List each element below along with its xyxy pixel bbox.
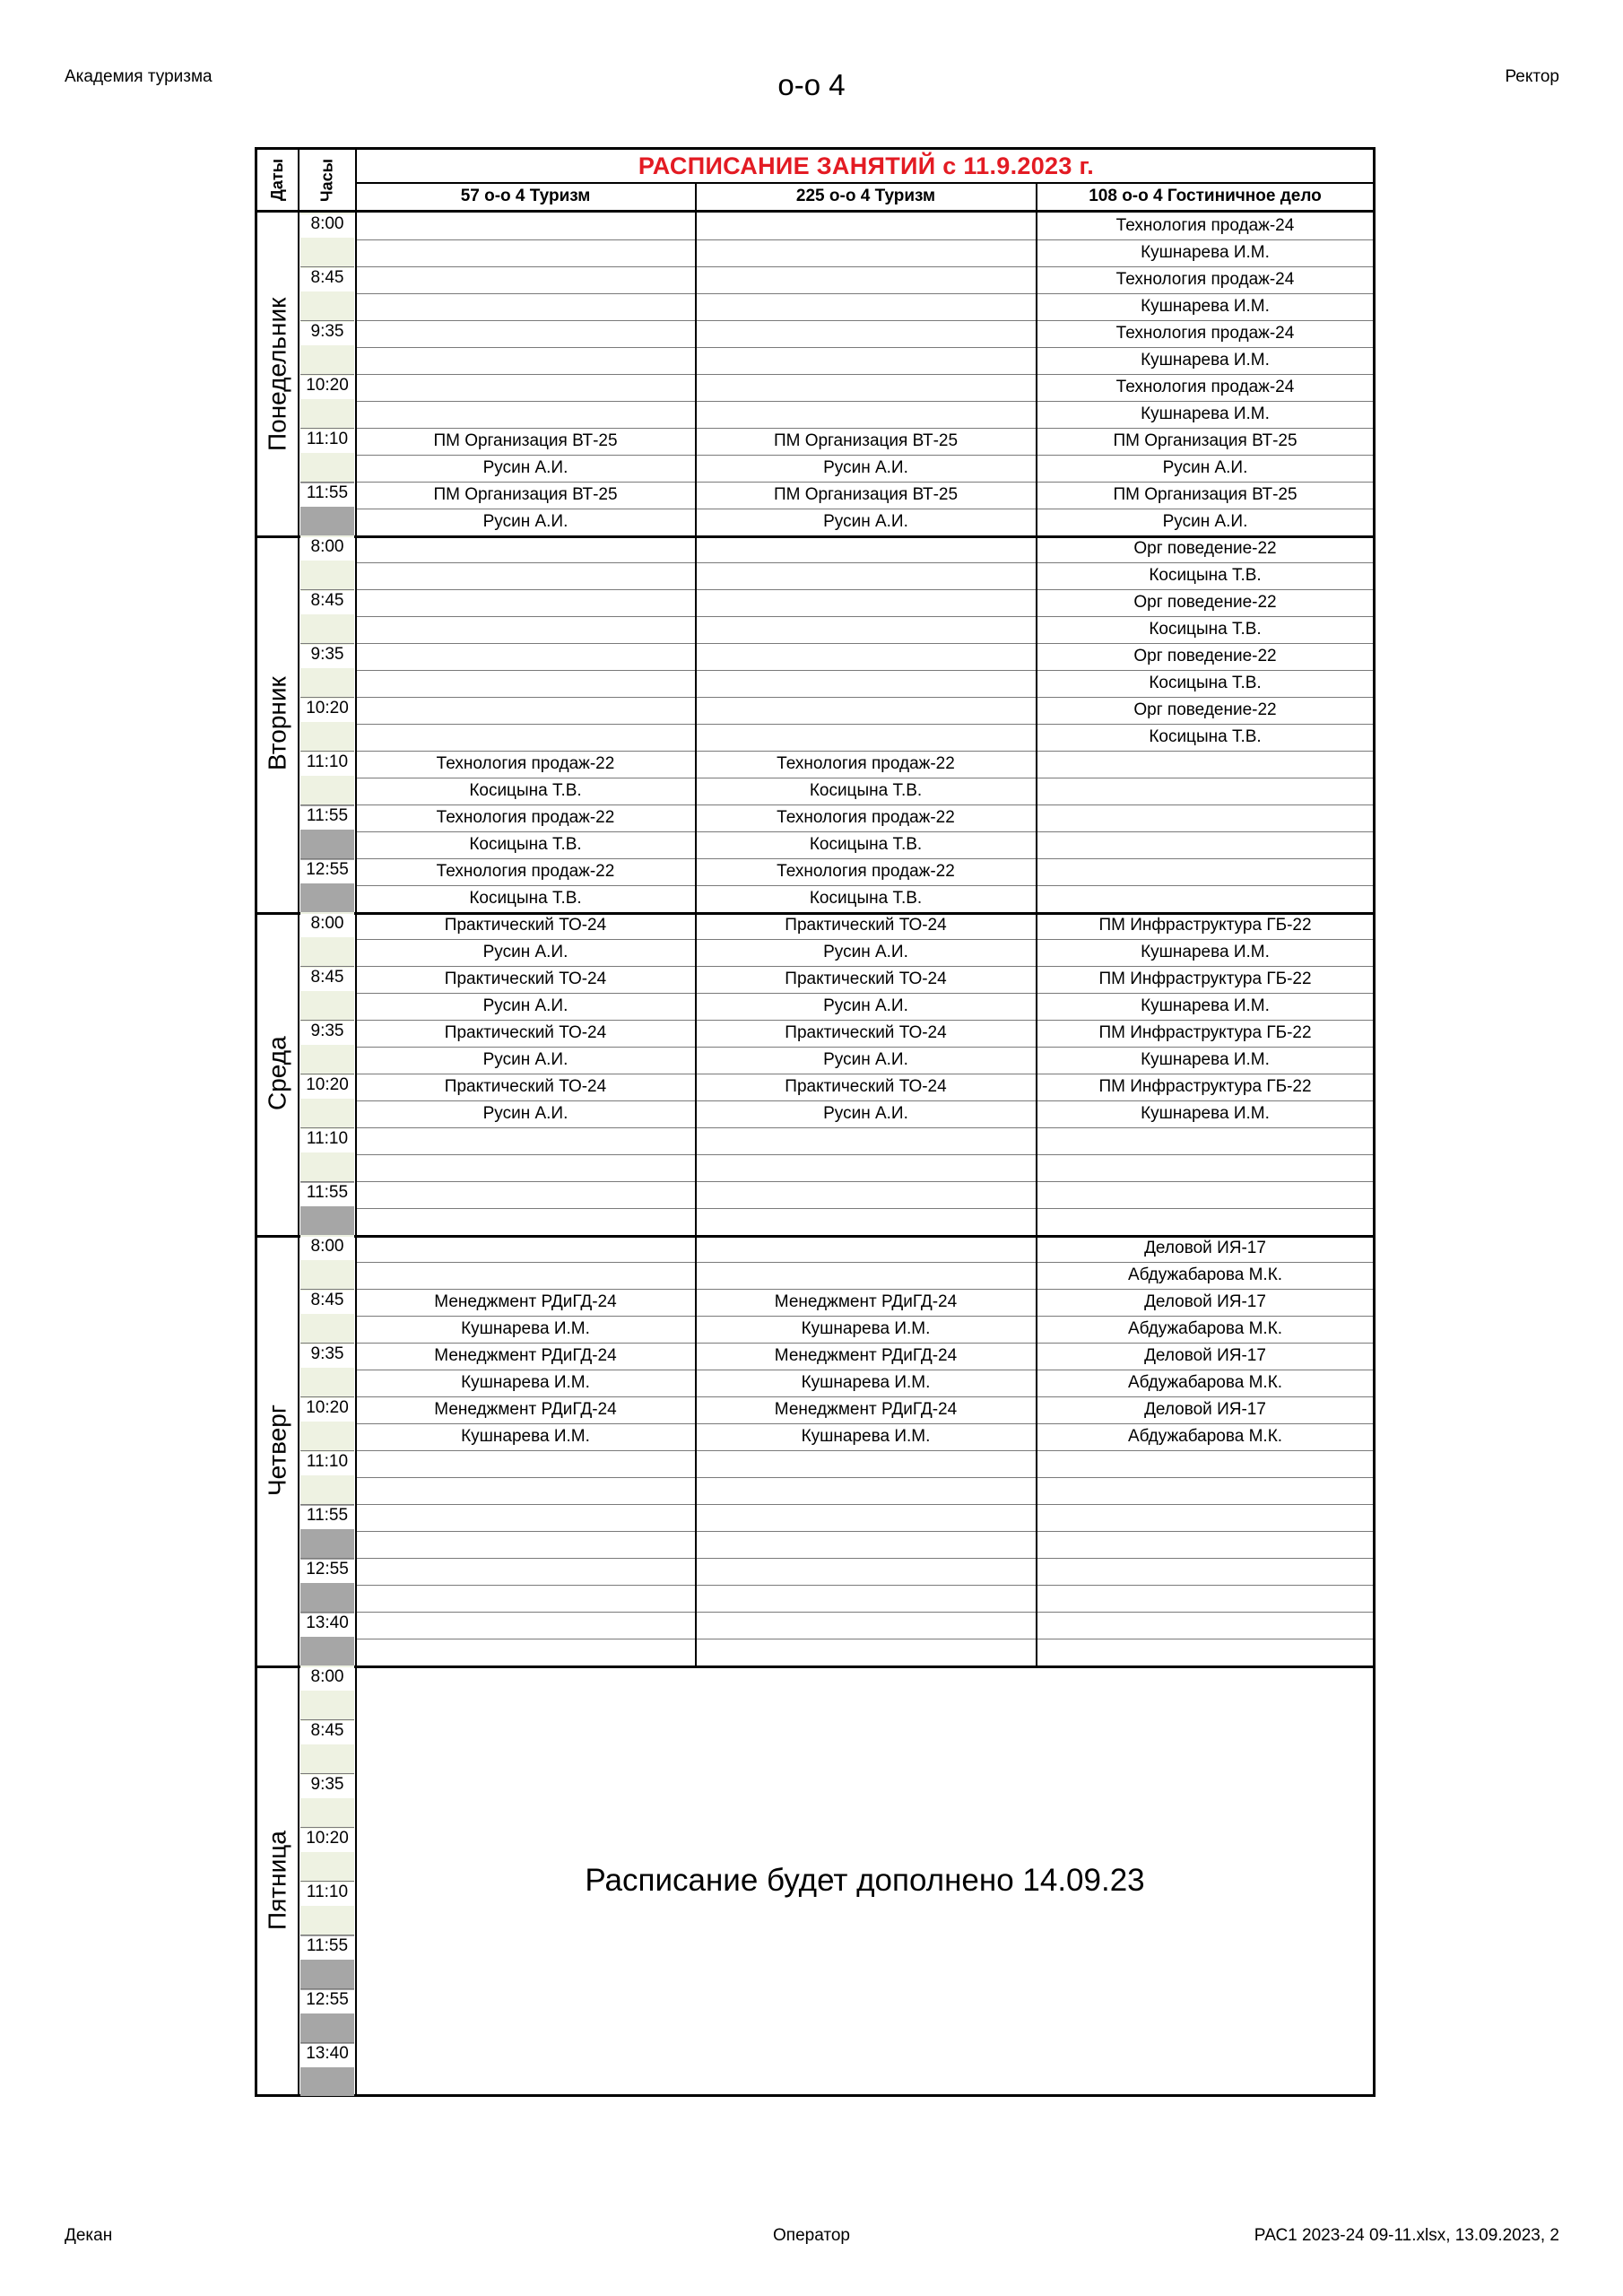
grid-hline <box>300 1881 354 1882</box>
class-subject: Технология продаж-24 <box>1115 216 1295 235</box>
header-study-form: о-о 4 <box>777 68 846 101</box>
grid-hline <box>357 239 1373 240</box>
class-teacher: Косицына Т.В. <box>1149 674 1262 692</box>
grid-hline <box>357 1423 1373 1424</box>
grid-hline <box>357 831 1373 832</box>
grid-vline <box>298 1665 299 2096</box>
time-label: 8:45 <box>300 591 354 614</box>
time-label: 10:20 <box>300 1829 354 1852</box>
time-label: 9:35 <box>300 1344 354 1368</box>
class-teacher: Абдужабарова М.К. <box>1127 1373 1283 1392</box>
header-institution: Академия туризма <box>65 67 213 86</box>
class-subject: Технология продаж-24 <box>1115 324 1295 343</box>
grid-hline <box>357 1612 1373 1613</box>
time-label: 8:00 <box>300 1237 354 1260</box>
grid-hline <box>357 455 1373 456</box>
class-teacher: Русин А.И. <box>823 996 908 1015</box>
time-label: 9:35 <box>300 1022 354 1045</box>
grid-hline <box>300 1289 354 1290</box>
grid-hline <box>357 1100 1373 1101</box>
grid-hline <box>300 266 354 267</box>
class-subject: Практический ТО-24 <box>785 916 947 935</box>
time-label: 11:55 <box>300 1183 354 1206</box>
grid-hline <box>357 1531 1373 1532</box>
group-header: 108 о-о 4 Гостиничное дело <box>1089 186 1322 205</box>
day-name: Среда <box>263 1036 291 1111</box>
footer-file-info: РАС1 2023-24 09-11.xlsx, 13.09.2023, 2 <box>1254 2226 1559 2245</box>
footer-operator: Оператор <box>773 2226 850 2245</box>
grid-hline <box>300 1988 354 1989</box>
class-teacher: Русин А.И. <box>823 512 908 531</box>
class-subject: ПМ Организация ВТ-25 <box>773 431 959 450</box>
grid-hline <box>357 182 1373 184</box>
grid-vline <box>298 912 299 1235</box>
class-teacher: Русин А.И. <box>823 1104 908 1123</box>
time-label: 13:40 <box>300 1613 354 1637</box>
grid-hline <box>357 1585 1373 1586</box>
group-header: 225 о-о 4 Туризм <box>795 186 936 205</box>
class-teacher: Косицына Т.В. <box>1149 566 1262 585</box>
grid-hline <box>300 320 354 321</box>
class-teacher: Кушнарева И.М. <box>1141 351 1270 370</box>
grid-hline <box>357 1558 1373 1559</box>
time-label: 11:55 <box>300 806 354 830</box>
grid-hline <box>357 724 1373 725</box>
class-subject: ПМ Инфраструктура ГБ-22 <box>1098 916 1312 935</box>
class-teacher: Русин А.И. <box>1162 512 1248 531</box>
grid-vline <box>695 182 697 213</box>
class-teacher: Кушнарева И.М. <box>461 1427 590 1446</box>
class-teacher: Абдужабарова М.К. <box>1127 1265 1283 1284</box>
class-subject: Технология продаж-22 <box>436 754 615 773</box>
class-subject: Технология продаж-24 <box>1115 378 1295 396</box>
class-subject: Практический ТО-24 <box>444 970 607 988</box>
class-teacher: Косицына Т.В. <box>1149 727 1262 746</box>
grid-hline <box>357 1154 1373 1155</box>
class-subject: ПМ Организация ВТ-25 <box>773 485 959 504</box>
grid-hline <box>300 428 354 429</box>
grid-vline <box>695 213 697 535</box>
class-teacher: Русин А.И. <box>823 943 908 961</box>
class-teacher: Кушнарева И.М. <box>1141 1050 1270 1069</box>
class-teacher: Кушнарева И.М. <box>461 1319 590 1338</box>
time-label: 11:10 <box>300 1883 354 1906</box>
grid-hline <box>357 1047 1373 1048</box>
grid-hline <box>300 589 354 590</box>
grid-vline <box>695 1235 697 1665</box>
class-subject: Технология продаж-24 <box>1115 270 1295 289</box>
grid-hline <box>357 374 1373 375</box>
time-label: 9:35 <box>300 645 354 668</box>
grid-hline <box>357 320 1373 321</box>
class-subject: Деловой ИЯ-17 <box>1144 1292 1266 1311</box>
schedule-title: РАСПИСАНИЕ ЗАНЯТИЙ с 11.9.2023 г. <box>638 152 1095 179</box>
grid-vline <box>298 150 299 213</box>
grid-vline <box>355 150 357 213</box>
class-subject: ПМ Организация ВТ-25 <box>1113 485 1298 504</box>
class-teacher: Кушнарева И.М. <box>1141 243 1270 262</box>
class-teacher: Косицына Т.В. <box>469 835 582 854</box>
grid-hline <box>357 589 1373 590</box>
class-subject: Деловой ИЯ-17 <box>1144 1239 1266 1257</box>
grid-hline <box>300 1127 354 1128</box>
grid-vline <box>298 535 299 912</box>
class-subject: Орг поведение-22 <box>1133 700 1277 719</box>
grid-hline <box>357 401 1373 402</box>
grid-hline <box>300 1450 354 1451</box>
class-teacher: Кушнарева И.М. <box>1141 1104 1270 1123</box>
grid-hline <box>357 562 1373 563</box>
class-subject: Технология продаж-22 <box>436 808 615 827</box>
class-teacher: Кушнарева И.М. <box>1141 297 1270 316</box>
class-teacher: Русин А.И. <box>482 458 568 477</box>
class-teacher: Кушнарева И.М. <box>801 1319 931 1338</box>
class-subject: Технология продаж-22 <box>777 754 955 773</box>
grid-hline <box>357 1289 1373 1290</box>
class-subject: Деловой ИЯ-17 <box>1144 1400 1266 1419</box>
grid-hline <box>357 1343 1373 1344</box>
grid-hline <box>300 482 354 483</box>
time-label: 8:00 <box>300 914 354 937</box>
grid-hline <box>357 697 1373 698</box>
time-label: 12:55 <box>300 1560 354 1583</box>
class-subject: Технология продаж-22 <box>436 862 615 881</box>
schedule-table <box>255 147 1376 2097</box>
class-teacher: Кушнарева И.М. <box>1141 404 1270 423</box>
class-teacher: Русин А.И. <box>1162 458 1248 477</box>
grid-hline <box>300 751 354 752</box>
grid-hline <box>357 482 1373 483</box>
grid-hline <box>300 1827 354 1828</box>
grid-vline <box>695 912 697 1235</box>
time-label: 9:35 <box>300 1775 354 1798</box>
class-subject: Менеджмент РДиГД-24 <box>774 1400 958 1419</box>
grid-hline <box>357 1450 1373 1451</box>
class-subject: Орг поведение-22 <box>1133 647 1277 665</box>
grid-hline <box>357 1316 1373 1317</box>
class-subject: Практический ТО-24 <box>444 1023 607 1042</box>
grid-hline <box>357 1181 1373 1182</box>
grid-hline <box>300 697 354 698</box>
class-subject: Практический ТО-24 <box>785 1023 947 1042</box>
time-label: 11:10 <box>300 1452 354 1475</box>
time-label: 11:55 <box>300 483 354 507</box>
class-teacher: Русин А.И. <box>823 1050 908 1069</box>
time-label: 8:45 <box>300 268 354 291</box>
grid-hline <box>357 804 1373 805</box>
class-subject: Практический ТО-24 <box>785 970 947 988</box>
class-teacher: Косицына Т.В. <box>469 781 582 800</box>
class-subject: Практический ТО-24 <box>444 1077 607 1096</box>
grid-hline <box>357 1262 1373 1263</box>
class-teacher: Русин А.И. <box>482 1104 568 1123</box>
grid-hline <box>357 993 1373 994</box>
grid-hline <box>357 939 1373 940</box>
class-subject: ПМ Инфраструктура ГБ-22 <box>1098 970 1312 988</box>
grid-hline <box>357 885 1373 886</box>
grid-hline <box>357 858 1373 859</box>
class-teacher: Абдужабарова М.К. <box>1127 1427 1283 1446</box>
class-subject: ПМ Организация ВТ-25 <box>433 485 618 504</box>
class-teacher: Русин А.И. <box>823 458 908 477</box>
grid-vline <box>1036 213 1037 535</box>
grid-hline <box>357 293 1373 294</box>
grid-vline <box>298 1235 299 1665</box>
grid-hline <box>300 804 354 805</box>
time-label: 8:45 <box>300 968 354 991</box>
class-teacher: Косицына Т.В. <box>469 889 582 908</box>
grid-hline <box>300 374 354 375</box>
class-subject: ПМ Инфраструктура ГБ-22 <box>1098 1023 1312 1042</box>
grid-hline <box>300 1020 354 1021</box>
hours-label: Часы <box>317 158 336 202</box>
grid-hline <box>300 1181 354 1182</box>
grid-hline <box>300 1396 354 1397</box>
time-label: 8:45 <box>300 1721 354 1744</box>
grid-vline <box>355 912 357 1235</box>
class-subject: ПМ Инфраструктура ГБ-22 <box>1098 1077 1312 1096</box>
grid-hline <box>357 751 1373 752</box>
grid-hline <box>300 1773 354 1774</box>
grid-vline <box>355 535 357 912</box>
grid-hline <box>357 1127 1373 1128</box>
header-rector: Ректор <box>1505 67 1559 86</box>
time-label: 10:20 <box>300 699 354 722</box>
grid-hline <box>357 1396 1373 1397</box>
footer-dean: Декан <box>65 2226 113 2245</box>
grid-hline <box>357 966 1373 967</box>
grid-hline <box>357 347 1373 348</box>
class-teacher: Кушнарева И.М. <box>801 1427 931 1446</box>
grid-hline <box>357 1208 1373 1209</box>
class-teacher: Русин А.И. <box>482 512 568 531</box>
class-teacher: Косицына Т.В. <box>809 889 923 908</box>
grid-hline <box>300 1612 354 1613</box>
grid-vline <box>1036 912 1037 1235</box>
time-label: 10:20 <box>300 376 354 399</box>
time-label: 8:00 <box>300 214 354 238</box>
group-header: 57 о-о 4 Туризм <box>460 186 591 205</box>
day-name: Вторник <box>263 676 291 771</box>
class-subject: Деловой ИЯ-17 <box>1144 1346 1266 1365</box>
grid-hline <box>300 643 354 644</box>
class-teacher: Русин А.И. <box>482 943 568 961</box>
time-label: 8:00 <box>300 1667 354 1691</box>
grid-hline <box>357 428 1373 429</box>
class-subject: Практический ТО-24 <box>785 1077 947 1096</box>
class-teacher: Кушнарева И.М. <box>1141 943 1270 961</box>
time-label: 11:10 <box>300 430 354 453</box>
time-label: 11:55 <box>300 1936 354 1960</box>
class-teacher: Косицына Т.В. <box>1149 620 1262 639</box>
time-label: 12:55 <box>300 860 354 883</box>
time-label: 10:20 <box>300 1398 354 1422</box>
class-teacher: Русин А.И. <box>482 1050 568 1069</box>
time-label: 8:00 <box>300 537 354 561</box>
grid-hline <box>300 1343 354 1344</box>
grid-hline <box>357 1504 1373 1505</box>
grid-hline <box>357 670 1373 671</box>
class-teacher: Кушнарева И.М. <box>801 1373 931 1392</box>
day-name: Пятница <box>263 1831 291 1931</box>
time-label: 12:55 <box>300 1990 354 2013</box>
class-subject: Орг поведение-22 <box>1133 539 1277 558</box>
grid-vline <box>355 1665 357 2096</box>
grid-vline <box>1036 535 1037 912</box>
grid-hline <box>357 266 1373 267</box>
day-name: Четверг <box>263 1404 291 1497</box>
class-subject: Менеджмент РДиГД-24 <box>434 1400 617 1419</box>
grid-vline <box>1036 1235 1037 1665</box>
time-label: 13:40 <box>300 2044 354 2067</box>
grid-hline <box>300 2042 354 2043</box>
time-label: 9:35 <box>300 322 354 345</box>
class-subject: Практический ТО-24 <box>444 916 607 935</box>
grid-hline <box>300 1504 354 1505</box>
class-teacher: Русин А.И. <box>482 996 568 1015</box>
time-label: 11:55 <box>300 1506 354 1529</box>
class-subject: Менеджмент РДиГД-24 <box>774 1346 958 1365</box>
grid-hline <box>300 858 354 859</box>
day-name: Понедельник <box>263 297 291 451</box>
class-teacher: Косицына Т.В. <box>809 781 923 800</box>
grid-hline <box>357 616 1373 617</box>
class-subject: Орг поведение-22 <box>1133 593 1277 612</box>
time-label: 11:10 <box>300 752 354 776</box>
class-subject: Технология продаж-22 <box>777 862 955 881</box>
time-label: 10:20 <box>300 1075 354 1099</box>
class-subject: ПМ Организация ВТ-25 <box>433 431 618 450</box>
grid-hline <box>357 1477 1373 1478</box>
grid-vline <box>355 1235 357 1665</box>
grid-vline <box>695 535 697 912</box>
class-subject: Технология продаж-22 <box>777 808 955 827</box>
grid-hline <box>300 1719 354 1720</box>
grid-hline <box>300 1558 354 1559</box>
time-label: 8:45 <box>300 1291 354 1314</box>
class-subject: ПМ Организация ВТ-25 <box>1113 431 1298 450</box>
grid-hline <box>300 966 354 967</box>
class-subject: Менеджмент РДиГД-24 <box>774 1292 958 1311</box>
grid-hline <box>357 1020 1373 1021</box>
time-label: 11:10 <box>300 1129 354 1152</box>
dates-label: Даты <box>268 158 286 202</box>
grid-vline <box>1036 182 1037 213</box>
grid-vline <box>298 213 299 535</box>
grid-vline <box>355 213 357 535</box>
class-teacher: Кушнарева И.М. <box>461 1373 590 1392</box>
class-teacher: Кушнарева И.М. <box>1141 996 1270 1015</box>
grid-hline <box>357 643 1373 644</box>
class-subject: Менеджмент РДиГД-24 <box>434 1346 617 1365</box>
class-subject: Менеджмент РДиГД-24 <box>434 1292 617 1311</box>
friday-note: Расписание будет дополнено 14.09.23 <box>585 1863 1145 1898</box>
class-teacher: Абдужабарова М.К. <box>1127 1319 1283 1338</box>
class-teacher: Косицына Т.В. <box>809 835 923 854</box>
